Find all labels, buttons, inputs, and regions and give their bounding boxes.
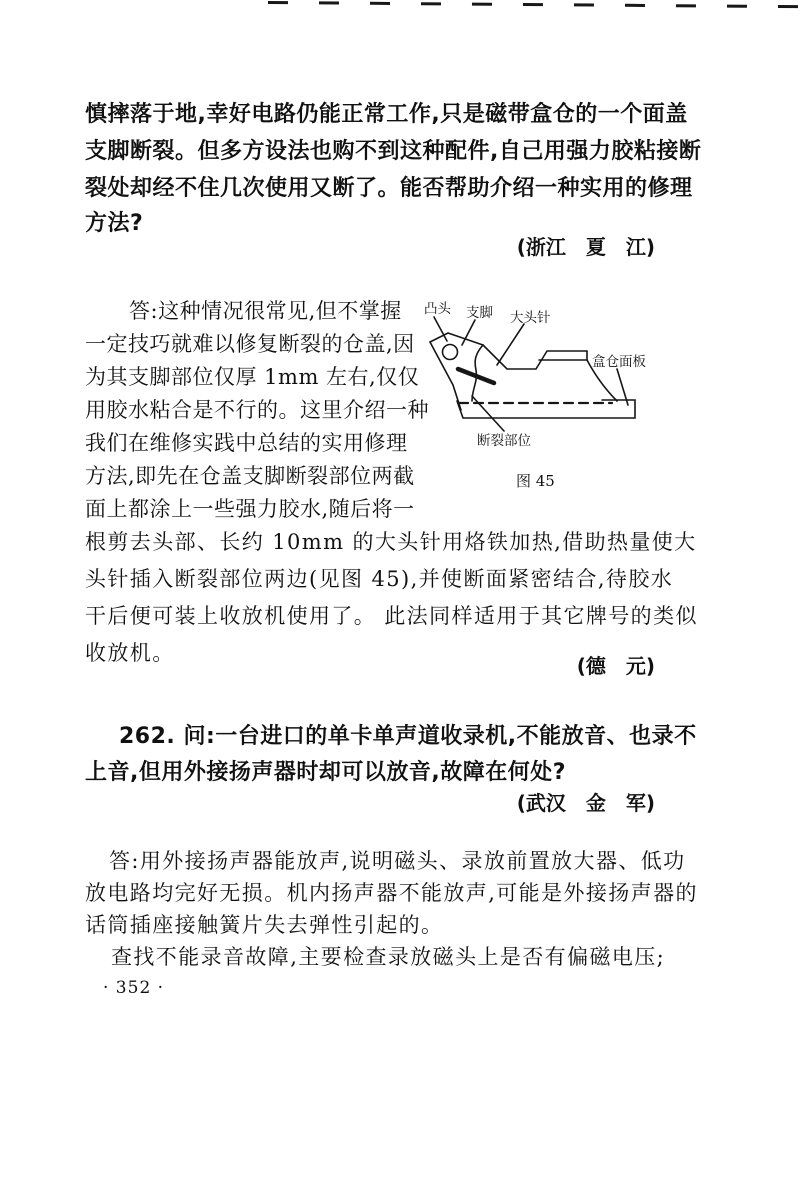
figure-label-break: 断裂部位 bbox=[477, 433, 531, 449]
figure-caption: 图 45 bbox=[516, 472, 555, 490]
figure-label-panel: 盒仓面板 bbox=[592, 354, 646, 370]
cassette-door-leg-diagram bbox=[420, 288, 720, 500]
leader-line-break bbox=[472, 396, 504, 431]
question-262-attribution: (武汉 金 军) bbox=[516, 791, 655, 815]
question-262-line: 上音,但用外接扬声器时却可以放音,故障在何处? bbox=[85, 760, 566, 785]
edge-dash bbox=[727, 5, 747, 8]
edge-dash bbox=[370, 2, 390, 5]
foot-left-edge bbox=[430, 342, 461, 410]
answer-261-line: 一定技巧就难以修复断裂的仓盖,因 bbox=[85, 332, 415, 356]
answer-261-line: 答:这种情况很常见,但不掌握 bbox=[129, 299, 402, 323]
figure-label-bump: 凸头 bbox=[424, 301, 451, 317]
question-261-attribution: (浙江 夏 江) bbox=[516, 235, 655, 259]
question-262-line: 262. 问:一台进口的单卡单声道收录机,不能放音、也录不 bbox=[119, 724, 697, 749]
question-261-line: 支脚断裂。但多方设法也购不到这种配件,自己用强力胶粘接断 bbox=[85, 139, 702, 164]
answer-261-line: 根剪去头部、长约 10mm 的大头针用烙铁加热,借助热量使大 bbox=[85, 530, 697, 554]
answer-262-line: 话筒插座接触簧片失去弹性引起的。 bbox=[85, 913, 444, 937]
answer-261-line: 我们在维修实践中总结的实用修理 bbox=[85, 431, 408, 455]
answer-261-line: 收放机。 bbox=[85, 641, 175, 665]
answer-262-line: 答:用外接扬声器能放声,说明磁头、录放前置放大器、低功 bbox=[109, 849, 686, 873]
edge-dash bbox=[421, 2, 441, 5]
answer-261-line: 干后便可装上收放机使用了。 此法同样适用于其它牌号的类似 bbox=[85, 604, 698, 628]
leader-line-pin bbox=[497, 324, 524, 365]
answer-261-attribution: (德 元) bbox=[576, 654, 655, 678]
page-edge-dashes bbox=[268, 1, 802, 8]
tab-top-edge bbox=[483, 345, 587, 369]
answer-261-line: 头针插入断裂部位两边(见图 45),并使断面紧密结合,待胶水 bbox=[85, 567, 674, 591]
question-261-line: 方法? bbox=[85, 211, 144, 236]
answer-262-line: 查找不能录音故障,主要检查录放磁头上是否有偏磁电压; bbox=[111, 945, 666, 969]
question-261-line: 慎摔落于地,幸好电路仍能正常工作,只是磁带盒仓的一个面盖 bbox=[85, 102, 688, 127]
edge-dash bbox=[676, 4, 696, 7]
edge-dash bbox=[523, 3, 543, 6]
answer-261-line: 面上都涂上一些强力胶水,随后将一 bbox=[85, 497, 415, 521]
answer-261-line: 为其支脚部位仅厚 1mm 左右,仅仅 bbox=[85, 365, 420, 389]
question-261-line: 裂处却经不住几次使用又断了。能否帮助介绍一种实用的修理 bbox=[85, 176, 693, 201]
edge-dash bbox=[778, 5, 798, 8]
figure-label-pin: 大头针 bbox=[510, 310, 551, 326]
figure-label-leg: 支脚 bbox=[466, 305, 493, 321]
edge-dash bbox=[268, 1, 288, 4]
edge-dash bbox=[574, 3, 594, 6]
figure-45 bbox=[420, 288, 720, 500]
page-number: · 352 · bbox=[103, 978, 165, 998]
answer-261-line: 用胶水粘合是不行的。这里介绍一种 bbox=[85, 398, 429, 422]
answer-261-line: 方法,即先在仓盖支脚断裂部位两截 bbox=[85, 464, 415, 488]
edge-dash bbox=[319, 1, 339, 4]
edge-dash bbox=[625, 4, 645, 7]
edge-dash bbox=[472, 3, 492, 6]
foot-top-edge bbox=[430, 333, 483, 345]
bump-circle bbox=[443, 345, 458, 360]
answer-262-line: 放电路均完好无损。机内扬声器不能放声,可能是外接扬声器的 bbox=[85, 881, 698, 905]
